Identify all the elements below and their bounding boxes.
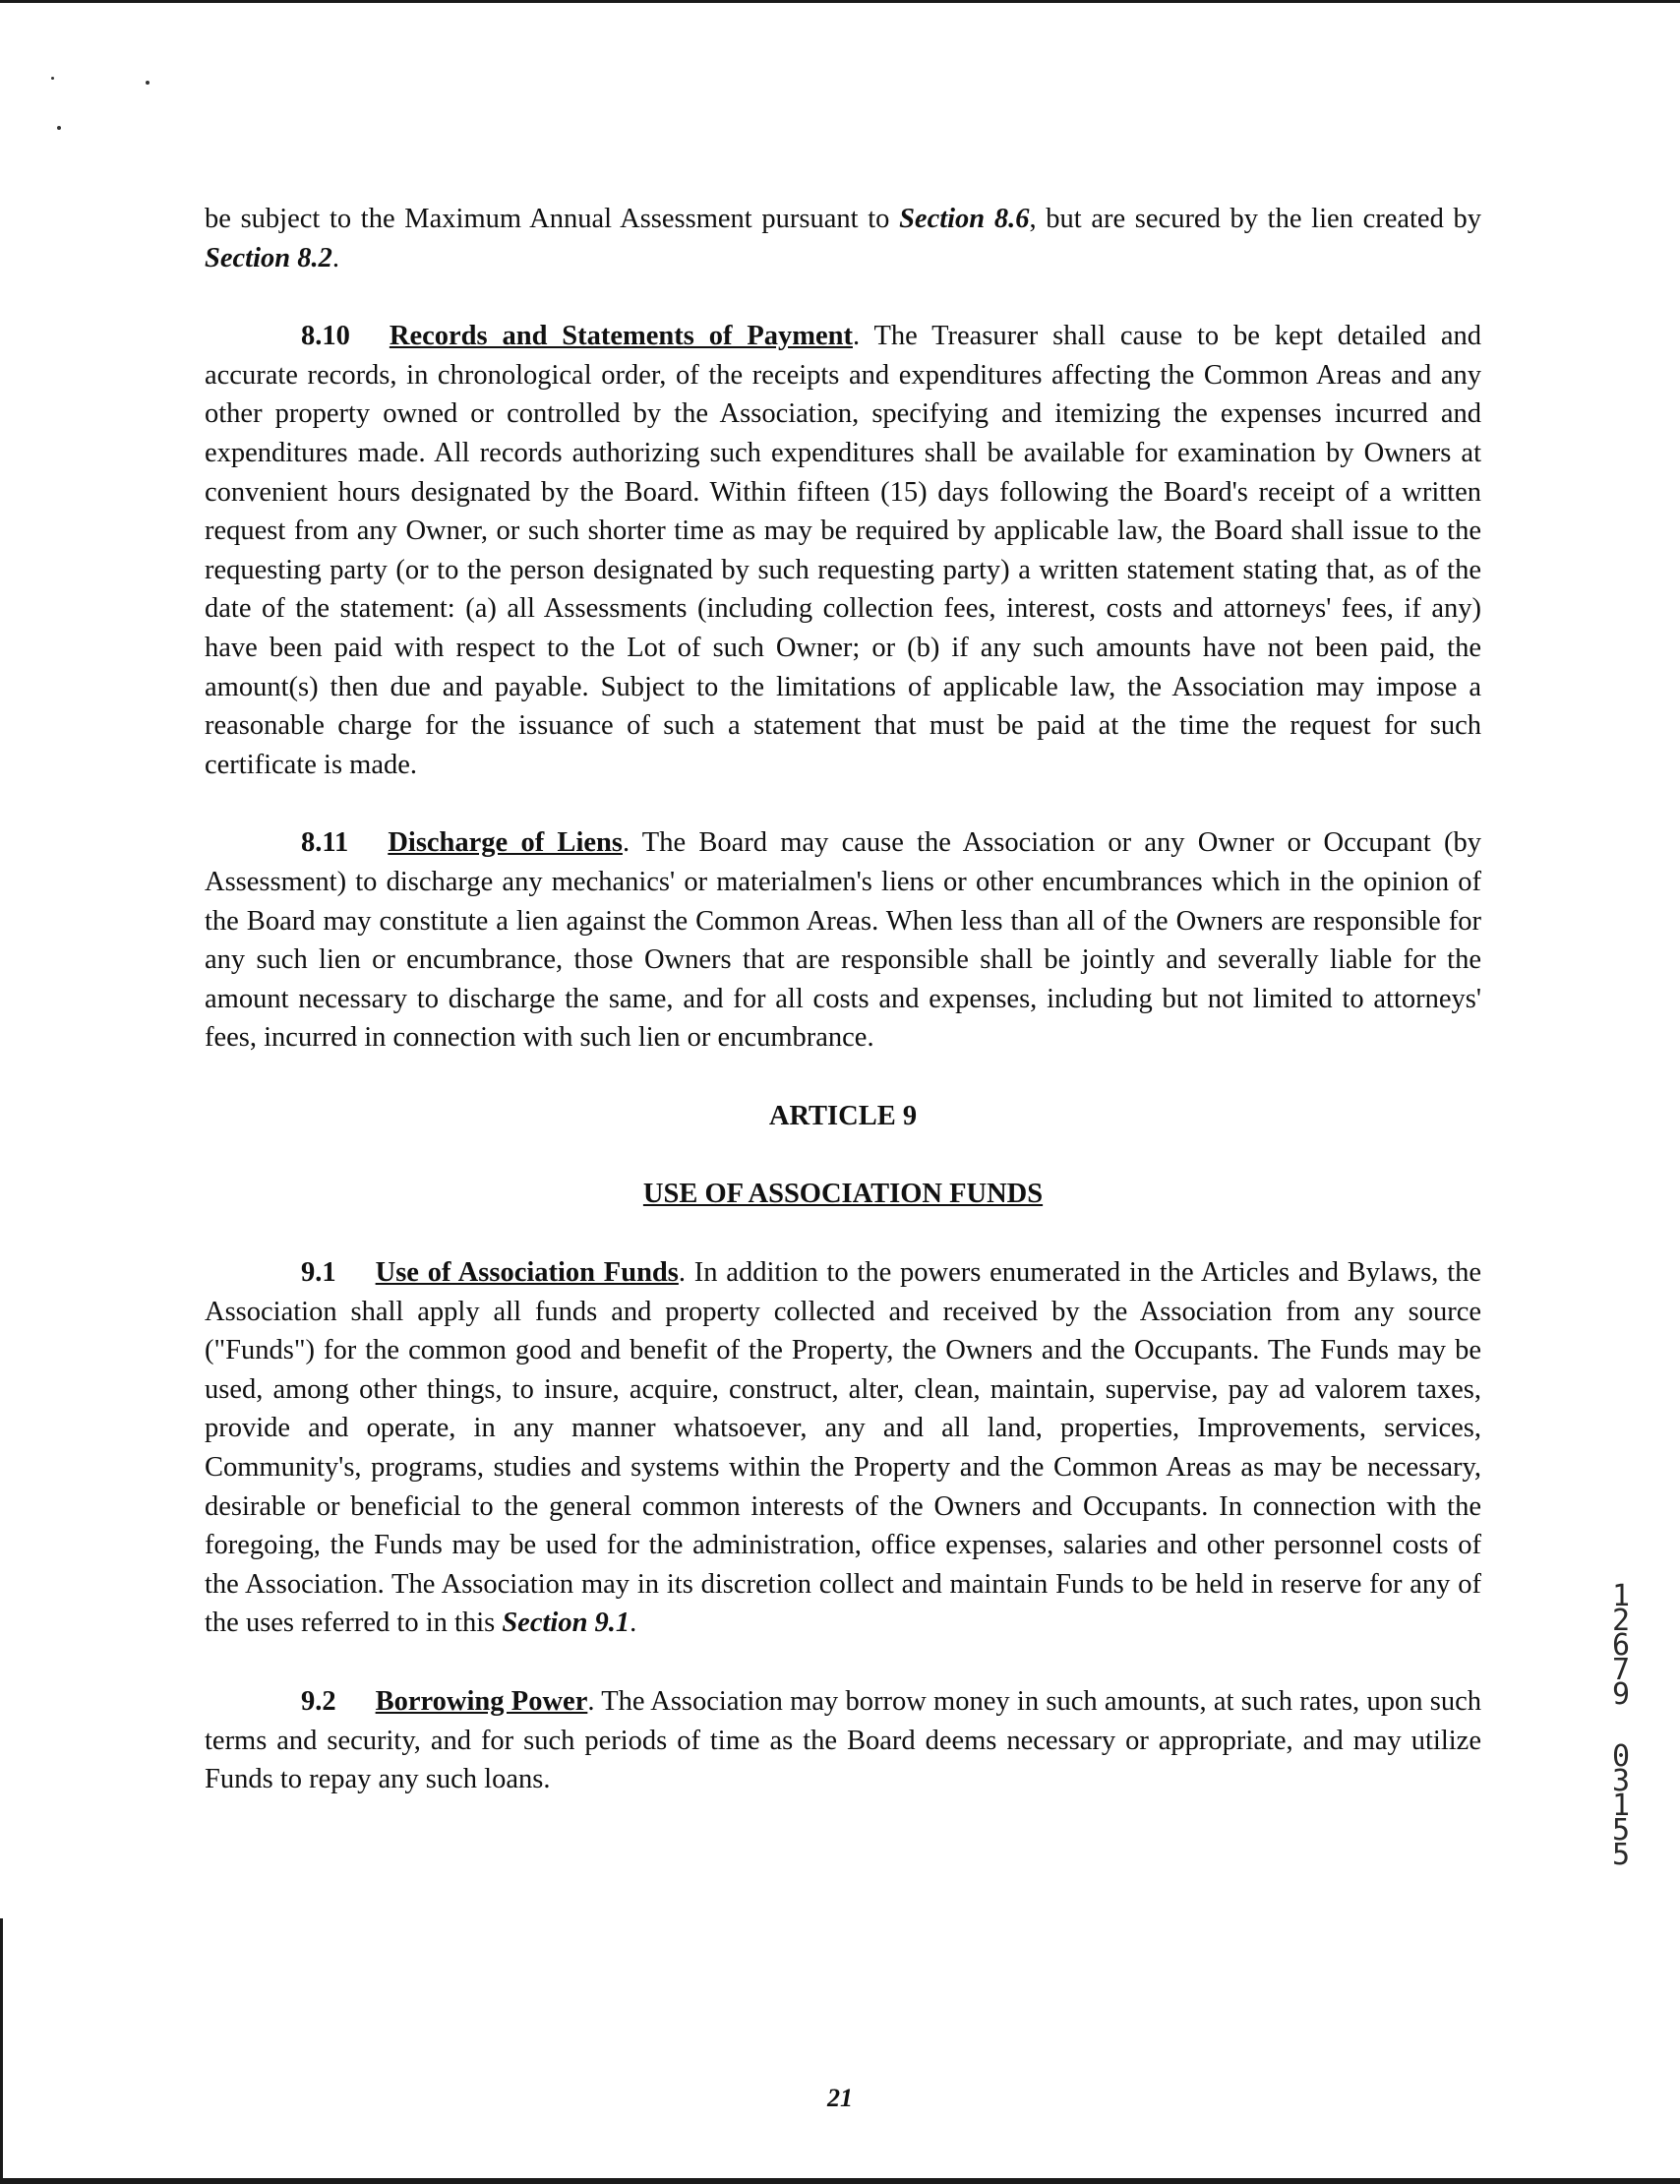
stamp-digit: 3 bbox=[1611, 1764, 1631, 1798]
section-9-1 bbox=[205, 1253, 1481, 1643]
page-number: 21 bbox=[827, 2084, 853, 2112]
section-9-2 bbox=[205, 1682, 1481, 1799]
section-heading: Records and Statements of Payment bbox=[389, 321, 853, 352]
stamp-digit: 9 bbox=[1611, 1677, 1631, 1712]
section-heading: Borrowing Power bbox=[375, 1686, 588, 1717]
section-number: 9.1 bbox=[301, 1257, 336, 1289]
scan-edge-left bbox=[0, 1918, 3, 2184]
section-8-10 bbox=[205, 317, 1481, 784]
stamp-digit: 6 bbox=[1611, 1628, 1631, 1663]
continuation-paragraph bbox=[205, 200, 1481, 277]
stamp-digit: 5 bbox=[1611, 1813, 1631, 1848]
section-body: . The Association may borrow money in such amounts, at such rates, upon such terms and security, and for such periods of time as the Board deems necessary or appropriate, and may utilize Funds to repay any such loans. bbox=[205, 1686, 1481, 1795]
section-number: 8.10 bbox=[301, 321, 350, 352]
article-label: ARTICLE 9 bbox=[768, 1100, 918, 1131]
text-run: . bbox=[331, 242, 339, 273]
section-reference: Section 8.6 bbox=[899, 204, 1030, 234]
scan-edge-top bbox=[0, 0, 1680, 3]
stamp-line-2 bbox=[1601, 1739, 1641, 1872]
section-heading: Use of Association Funds bbox=[375, 1257, 679, 1289]
stamp-digit: 2 bbox=[1611, 1604, 1631, 1638]
stamp-digit: 0 bbox=[1611, 1739, 1631, 1774]
text-run: be subject to the Maximum Annual Assessment pursuant to bbox=[205, 204, 900, 234]
stamp-digit: 5 bbox=[1611, 1838, 1631, 1872]
scan-speck bbox=[57, 126, 61, 130]
stamp-digit: 7 bbox=[1611, 1653, 1631, 1687]
scan-speck bbox=[146, 81, 150, 85]
section-body: . The Treasurer shall cause to be kept detailed and accurate records, in chronological order, of the receipts and expenditures affecting the Common Areas and any other property owned or controlled by the Association, specifying and itemizing the expenses incurred and expenditures made. All records authorizing such expenditures shall be available for examination by Owners at convenient hours designated by the Board. Within fifteen (15) days following the Board's receipt of a written request from any Owner, or such shorter time as may be required by applicable law, the Board shall issue to the requesting party (or to the person designated by such requesting party) a written statement stating that, as of the date of the statement: (a) all Assessments (including collection fees, interest, costs and attorneys' fees, if any) have been paid with respect to the Lot of such Owner; or (b) if any such amounts have not been paid, the amount(s) then due and payable. Subject to the limitations of applicable law, the Association may impose a reasonable charge for the issuance of such a statement that must be paid at the time the request for such certificate is made. bbox=[205, 321, 1481, 780]
section-number: 8.11 bbox=[301, 827, 349, 859]
section-reference: Section 9.1 bbox=[502, 1608, 630, 1639]
text-run: . bbox=[630, 1608, 637, 1639]
stamp-digit: 1 bbox=[1611, 1579, 1631, 1613]
section-reference: Section 8.2 bbox=[205, 242, 332, 273]
stamp-line-1 bbox=[1601, 1579, 1641, 1712]
section-number: 9.2 bbox=[301, 1686, 336, 1717]
document-body bbox=[205, 200, 1481, 1839]
scan-edge-bottom bbox=[0, 2178, 1680, 2184]
section-heading: Discharge of Liens bbox=[388, 827, 623, 859]
stamp-digit: 1 bbox=[1611, 1789, 1631, 1823]
article-title: USE OF ASSOCIATION FUNDS bbox=[642, 1179, 1044, 1210]
section-body: . In addition to the powers enumerated in the Articles and Bylaws, the Association shall apply all funds and property collected and received by the Association from any source ("Funds") for the common good and benefit of the Property, the Owners and the Occupants. The Funds may be used, among other things, to insure, acquire, construct, alter, clean, maintain, supervise, pay ad valorem taxes, provide and operate, in any manner whatsoever, any and all land, properties, Improvements, services, Community's, programs, studies and systems within the Property and the Common Areas as may be necessary, desirable or beneficial to the general common interests of the Owners and Occupants. In connection with the foregoing, the Funds may be used for the administration, office expenses, salaries and other personnel costs of the Association. The Association may in its discretion collect and maintain Funds to be held in reserve for any of the uses referred to in this bbox=[205, 1257, 1482, 1639]
section-body: . The Board may cause the Association or any Owner or Occupant (by Assessment) to discharge any mechanics' or materialmen's liens or other encumbrances which in the opinion of the Board may constitute a lien against the Common Areas. When less than all of the Owners are responsible for any such lien or encumbrance, those Owners that are responsible shall be jointly and severally liable for the amount necessary to discharge the same, and for all costs and expenses, including but not limited to attorneys' fees, incurred in connection with such lien or encumbrance. bbox=[205, 827, 1481, 1054]
section-8-11 bbox=[205, 823, 1481, 1058]
recording-stamp bbox=[1601, 1579, 1641, 1872]
text-run: , but are secured by the lien created by bbox=[1029, 204, 1481, 234]
scan-speck bbox=[51, 77, 54, 80]
